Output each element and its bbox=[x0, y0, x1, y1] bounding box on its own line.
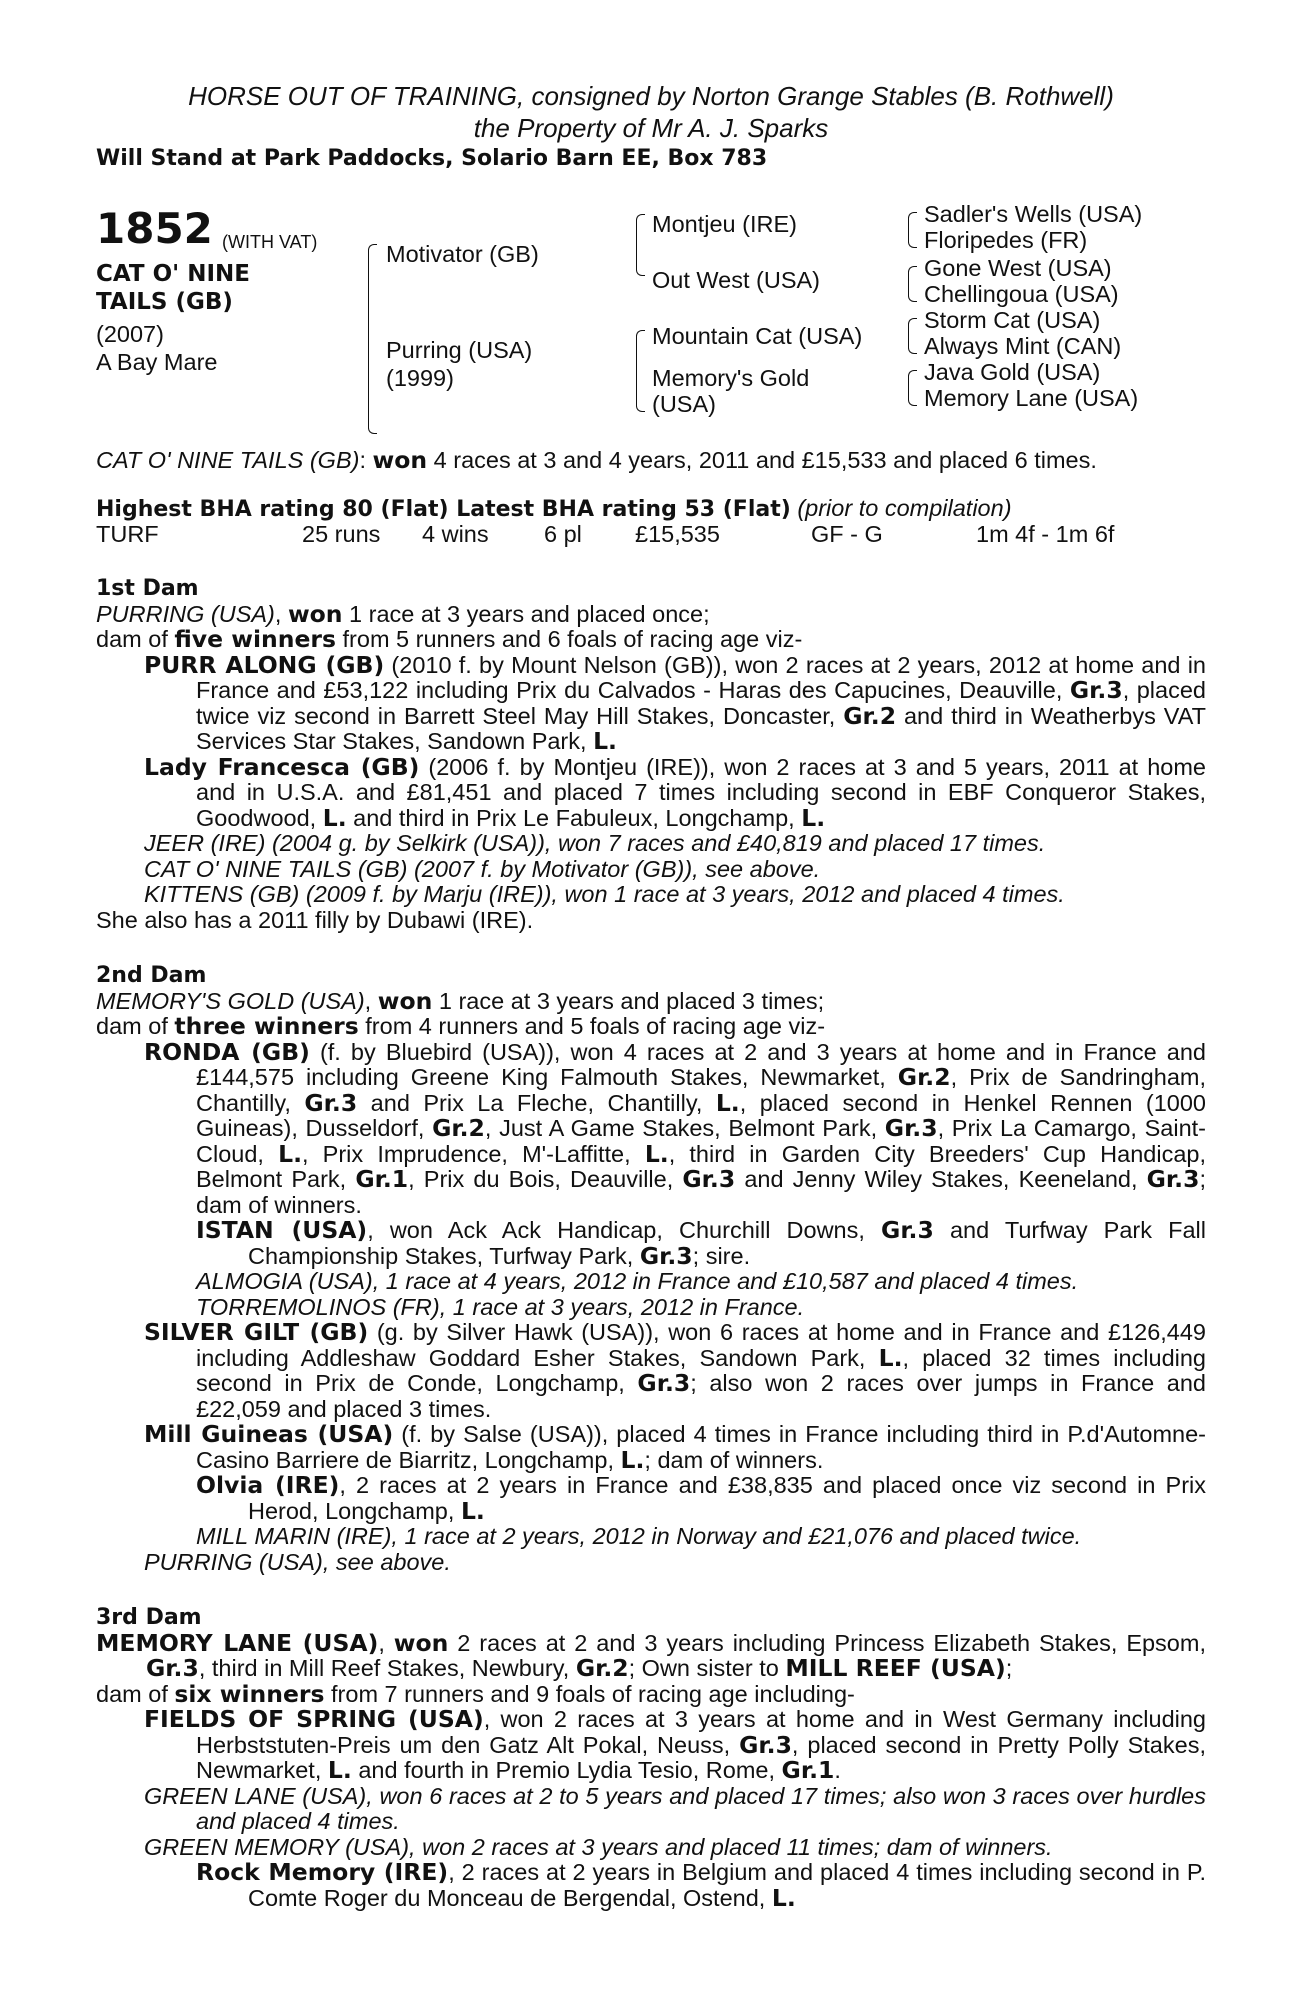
grade-tag: Gr.2 bbox=[432, 1114, 485, 1142]
grade-tag: Gr.1 bbox=[355, 1165, 409, 1193]
grade-tag: L. bbox=[644, 1139, 669, 1168]
sister-name: MILL REEF (USA) bbox=[785, 1654, 1006, 1682]
sire: Motivator (GB) bbox=[386, 241, 539, 267]
brace-g3-1 bbox=[908, 212, 917, 248]
produce-silver-gilt bbox=[96, 1320, 1206, 1422]
produce-winners: six winners bbox=[174, 1679, 325, 1708]
third-dam-produce bbox=[96, 1679, 1206, 1708]
text-run: , Prix du Bois, Deauville, bbox=[408, 1166, 683, 1192]
grade-tag: Gr.3 bbox=[304, 1088, 358, 1117]
produce-mill-marin: MILL MARIN (IRE), 1 race at 2 years, 2012 in Norway and £21,076 and placed twice. bbox=[196, 1523, 1082, 1549]
text-run: , Prix de Sandringham, Chantilly, bbox=[196, 1064, 1206, 1116]
second-dam-heading: 2nd Dam bbox=[96, 963, 207, 988]
sss: Sadler's Wells (USA) bbox=[924, 201, 1143, 227]
horse-name-line2: TAILS (GB) bbox=[96, 289, 233, 315]
rating-block bbox=[96, 496, 1206, 547]
grade-tag: Gr.3 bbox=[1146, 1165, 1200, 1193]
rating-note: (prior to compilation) bbox=[797, 494, 1012, 521]
third-dam-heading: 3rd Dam bbox=[96, 1605, 202, 1630]
text-run: , Prix Imprudence, M'-Laffitte, bbox=[302, 1140, 645, 1167]
grade-tag: L. bbox=[593, 727, 617, 755]
produce-cat-o-nine-tails: CAT O' NINE TAILS (GB) (2007 f. by Motivator (GB)), see above. bbox=[144, 855, 821, 882]
text-run: , 2 races at 2 years in France and £38,835 and placed once viz second in Prix Herod, Longchamp, bbox=[248, 1472, 1206, 1524]
grade-tag: Gr.3 bbox=[146, 1654, 199, 1682]
sire-sire: Montjeu (IRE) bbox=[652, 211, 797, 237]
produce-note: She also has a 2011 filly by Dubawi (IRE). bbox=[96, 906, 534, 933]
text-run: , third in Garden City Breeders' Cup Handicap, Belmont Park, bbox=[196, 1140, 1206, 1192]
second-dam-line: MEMORY'S GOLD (USA), won 1 race at 3 years and placed 3 times; bbox=[96, 986, 825, 1015]
grade-tag: L. bbox=[771, 1883, 796, 1912]
grade-tag: L. bbox=[878, 1343, 903, 1372]
record-going: GF - G bbox=[811, 521, 883, 547]
text-run: (2006 f. by Montjeu (IRE)), won 2 races at 3 and 5 years, 2011 at home and in U.S.A. and £81,451 and placed 7 times including second in EBF Conqueror Stakes, Goodwood, bbox=[196, 753, 1206, 831]
produce-lady-francesca bbox=[96, 752, 1206, 832]
text-run: and Jenny Wiley Stakes, Keeneland, bbox=[735, 1166, 1147, 1192]
dsd: Always Mint (CAN) bbox=[924, 333, 1122, 359]
summary-horse-name: CAT O' NINE TAILS (GB) bbox=[96, 447, 360, 473]
dam-year: (1999) bbox=[386, 365, 454, 391]
grade-tag: Gr.2 bbox=[897, 1063, 951, 1091]
produce-green-memory: GREEN MEMORY (USA), won 2 races at 3 years and placed 11 times; dam of winners. bbox=[144, 1833, 1053, 1860]
ddd: Memory Lane (USA) bbox=[924, 385, 1139, 411]
grade-tag: Gr.3 bbox=[639, 1241, 693, 1270]
grade-tag: L. bbox=[327, 1756, 352, 1784]
text-run: and fourth in Premio Lydia Tesio, Rome, bbox=[351, 1757, 782, 1783]
silver-gilt-name: SILVER GILT (GB) bbox=[144, 1318, 369, 1346]
horse-name bbox=[96, 260, 316, 316]
produce-prefix: dam of bbox=[96, 626, 175, 652]
produce-jeer: JEER (IRE) (2004 g. by Selkirk (USA)), won 7 races and £40,819 and placed 17 times. bbox=[144, 830, 1046, 856]
first-dam-name: PURRING (USA) bbox=[96, 600, 275, 627]
first-dam-line: PURRING (USA), won 1 race at 3 years and placed once; bbox=[96, 599, 710, 628]
text-run: , Prix La Camargo, Saint-Cloud, bbox=[196, 1115, 1207, 1167]
horse-description: A Bay Mare bbox=[96, 349, 218, 375]
lady-francesca-name: Lady Francesca (GB) bbox=[144, 752, 420, 781]
grade-tag: Gr.1 bbox=[781, 1756, 835, 1784]
text-run: ; dam of winners. bbox=[644, 1446, 824, 1473]
produce-almogia: ALMOGIA (USA), 1 race at 4 years, 2012 in France and £10,587 and placed 4 times. bbox=[196, 1268, 1079, 1294]
record-placed: 6 pl bbox=[544, 521, 582, 547]
grade-tag: Gr.2 bbox=[575, 1654, 629, 1682]
record-wins: 4 wins bbox=[422, 521, 489, 547]
dam-sire: Mountain Cat (USA) bbox=[652, 323, 863, 349]
brace-dam bbox=[636, 330, 645, 412]
horse-year: (2007) bbox=[96, 321, 164, 347]
dam: Purring (USA) bbox=[386, 337, 533, 363]
brace-g3-4 bbox=[908, 370, 917, 406]
produce-torremolinos: TORREMOLINOS (FR), 1 race at 3 years, 2012 in France. bbox=[196, 1293, 805, 1320]
produce-ronda bbox=[96, 1037, 1207, 1219]
second-dam-section bbox=[96, 963, 1206, 1575]
olvia-name: Olvia (IRE) bbox=[196, 1471, 340, 1499]
grade-tag: L. bbox=[278, 1139, 302, 1168]
produce-fields-of-spring bbox=[96, 1707, 1206, 1784]
text-run: (f. by Bluebird (USA)), won 4 races at 2 and 3 years at home and in France and £144,575 including Greene King Falmouth Stakes, Newmarket, bbox=[196, 1038, 1206, 1090]
owner-line: the Property of Mr A. J. Sparks bbox=[473, 113, 829, 143]
produce-green-lane: GREEN LANE (USA), won 6 races at 2 to 5 years and placed 17 times; also won 3 races over hurdles and placed 4 times. bbox=[144, 1782, 1206, 1834]
produce-kittens: KITTENS (GB) (2009 f. by Marju (IRE)), won 1 race at 3 years, 2012 and placed 4 times. bbox=[144, 881, 1065, 907]
produce-rock-memory bbox=[96, 1860, 1206, 1911]
text-run: (g. by Silver Hawk (USA)), won 6 races at home and in France and £126,449 including Addleshaw Goddard Esher Stakes, Sandown Park, bbox=[196, 1319, 1206, 1371]
bha-rating: Highest BHA rating 80 (Flat) Latest BHA rating 53 (Flat) bbox=[96, 496, 791, 522]
summary-won: won bbox=[372, 446, 428, 474]
race-summary: CAT O' NINE TAILS (GB): won 4 races at 3 and 4 years, 2011 and £15,533 and placed 6 times. bbox=[96, 446, 1097, 474]
mill-guineas-name: Mill Guineas (USA) bbox=[144, 1420, 394, 1448]
second-dam-record: 1 race at 3 years and placed 3 times; bbox=[432, 987, 825, 1014]
text-run: , placed second in Henkel Rennen (1000 Guineas), Dusseldorf, bbox=[196, 1089, 1206, 1141]
record-distance: 1m 4f - 1m 6f bbox=[976, 521, 1115, 547]
text-run: ; also won 2 races over jumps in France and £22,059 and placed 3 times. bbox=[196, 1370, 1206, 1422]
summary-text: 4 races at 3 and 4 years, 2011 and £15,533 and placed 6 times. bbox=[427, 447, 1097, 473]
dds: Java Gold (USA) bbox=[924, 359, 1101, 385]
produce-winners: three winners bbox=[174, 1012, 359, 1040]
rock-memory-name: Rock Memory (IRE) bbox=[196, 1858, 449, 1886]
stand-location: Will Stand at Park Paddocks, Solario Barn EE, Box 783 bbox=[96, 146, 768, 171]
second-dam-won: won bbox=[377, 986, 433, 1015]
brace-g3-3 bbox=[908, 318, 917, 354]
text-run: , placed 32 times including second in Prix de Conde, Longchamp, bbox=[196, 1344, 1206, 1396]
grade-tag: Gr.3 bbox=[1069, 676, 1123, 704]
produce-prefix: dam of bbox=[96, 1680, 175, 1707]
text-run: , won Ack Ack Handicap, Churchill Downs, bbox=[367, 1217, 882, 1243]
grade-tag: L. bbox=[801, 803, 826, 832]
first-dam-record: 1 race at 3 years and placed once; bbox=[342, 600, 710, 627]
ronda-name: RONDA (GB) bbox=[144, 1037, 310, 1066]
grade-tag: L. bbox=[620, 1445, 645, 1474]
grade-tag: Gr.3 bbox=[881, 1216, 934, 1244]
text-run: (2010 f. by Mount Nelson (GB)), won 2 races at 2 years, 2012 at home and in France and £53,122 including Prix du Calvados - Haras des Capucines, Deauville, bbox=[196, 651, 1206, 703]
istan-name: ISTAN (USA) bbox=[196, 1216, 368, 1244]
grade-tag: Gr.3 bbox=[884, 1114, 938, 1142]
dam-dam-line1: Memory's Gold bbox=[652, 365, 810, 391]
text-run: and Prix La Fleche, Chantilly, bbox=[357, 1089, 716, 1116]
grade-tag: L. bbox=[715, 1088, 740, 1117]
record-earnings: £15,535 bbox=[635, 521, 720, 547]
text-run: ; bbox=[1005, 1655, 1013, 1681]
text-run: 2 races at 2 and 3 years including Princess Elizabeth Stakes, Epsom, bbox=[448, 1629, 1206, 1656]
horse-name-line1: CAT O' NINE bbox=[96, 261, 250, 287]
second-dam-name: MEMORY'S GOLD (USA) bbox=[96, 987, 365, 1014]
text-run: ; sire. bbox=[692, 1242, 751, 1269]
text-run: and third in Prix Le Fabuleux, Longchamp, bbox=[346, 804, 802, 831]
text-run: , placed second in Pretty Polly Stakes, Newmarket, bbox=[196, 1731, 1206, 1783]
vat-note: (WITH VAT) bbox=[222, 232, 318, 252]
dam-dam-line2: (USA) bbox=[652, 391, 716, 417]
catalogue-page bbox=[96, 80, 1206, 1911]
produce-mill-guineas bbox=[96, 1422, 1206, 1473]
produce-purring: PURRING (USA), see above. bbox=[144, 1548, 451, 1575]
dss: Storm Cat (USA) bbox=[924, 307, 1101, 333]
produce-rest: from 7 runners and 9 foals of racing age including- bbox=[324, 1680, 855, 1707]
third-dam-won: won bbox=[393, 1628, 449, 1657]
consignor-line: HORSE OUT OF TRAINING, consigned by Norton Grange Stables (B. Rothwell) bbox=[188, 81, 1114, 111]
text-run: , won 2 races at 3 years at home and in West Germany including Herbststuten-Preis um den Gatz Alt Pokal, Neuss, bbox=[196, 1706, 1206, 1758]
record-surface: TURF bbox=[96, 521, 159, 547]
produce-olvia bbox=[96, 1473, 1206, 1524]
text-run: and Turfway Park Fall Championship Stakes, Turfway Park, bbox=[248, 1217, 1206, 1269]
grade-tag: Gr.2 bbox=[843, 701, 897, 730]
record-runs: 25 runs bbox=[302, 521, 381, 547]
sire-dam: Out West (USA) bbox=[652, 267, 821, 293]
text-run: ; Own sister to bbox=[628, 1655, 786, 1681]
grade-tag: L. bbox=[322, 803, 347, 832]
grade-tag: Gr.3 bbox=[637, 1369, 691, 1397]
text-run: . bbox=[834, 1757, 841, 1783]
third-dam-section bbox=[96, 1605, 1206, 1911]
text-run: , 2 races at 2 years in Belgium and placed 4 times including second in P. Comte Roger du Monceau de Bergendal, Ostend, bbox=[248, 1859, 1207, 1911]
brace-sire bbox=[636, 214, 645, 276]
brace-g3-2 bbox=[908, 266, 917, 302]
third-dam-line: MEMORY LANE (USA), won 2 races at 2 and 3 years including Princess Elizabeth Stakes, Epsom, Gr.3, third in Mill Reef Stakes, Newbury, Gr.2; Own sister to MILL REEF (USA); bbox=[96, 1628, 1206, 1682]
text-run: , placed twice viz second in Barrett Steel May Hill Stakes, Doncaster, bbox=[196, 677, 1206, 729]
grade-tag: Gr.3 bbox=[739, 1730, 792, 1759]
produce-rest: from 5 runners and 6 foals of racing age viz- bbox=[335, 626, 803, 652]
produce-purr-along bbox=[96, 650, 1206, 755]
sdd: Chellingoua (USA) bbox=[924, 281, 1119, 307]
first-dam-heading: 1st Dam bbox=[96, 576, 199, 601]
text-run: (f. by Salse (USA)), placed 4 times in France including third in P.d'Automne-Casino Barriere de Biarritz, Longchamp, bbox=[196, 1421, 1206, 1473]
first-dam-section bbox=[96, 576, 1206, 933]
first-dam-produce bbox=[96, 627, 1206, 653]
produce-prefix: dam of bbox=[96, 1013, 175, 1039]
lot-number: 1852 bbox=[96, 204, 213, 253]
brace-gen1 bbox=[368, 244, 377, 434]
third-dam-name: MEMORY LANE (USA) bbox=[96, 1628, 379, 1657]
grade-tag: L. bbox=[460, 1496, 485, 1525]
produce-istan bbox=[96, 1218, 1206, 1269]
text-run: , third in Mill Reef Stakes, Newbury, bbox=[198, 1655, 576, 1681]
race-record-row bbox=[96, 522, 1206, 546]
ssd: Floripedes (FR) bbox=[924, 227, 1088, 253]
text-run: ; dam of winners. bbox=[196, 1166, 1206, 1218]
produce-rest: from 4 runners and 5 foals of racing age viz- bbox=[358, 1013, 826, 1039]
pedigree-table bbox=[96, 201, 1206, 446]
sds: Gone West (USA) bbox=[924, 255, 1112, 281]
rating-line bbox=[96, 496, 1206, 523]
horse-details bbox=[96, 320, 217, 376]
purr-along-name: PURR ALONG (GB) bbox=[144, 650, 385, 679]
grade-tag: Gr.3 bbox=[682, 1165, 736, 1193]
text-run: and third in Weatherbys VAT Services Star Stakes, Sandown Park, bbox=[196, 702, 1206, 754]
first-dam-won: won bbox=[287, 599, 343, 628]
produce-winners: five winners bbox=[174, 625, 336, 653]
fields-of-spring-name: FIELDS OF SPRING (USA) bbox=[144, 1705, 484, 1733]
second-dam-produce bbox=[96, 1014, 1206, 1040]
text-run: , Just A Game Stakes, Belmont Park, bbox=[484, 1115, 885, 1141]
